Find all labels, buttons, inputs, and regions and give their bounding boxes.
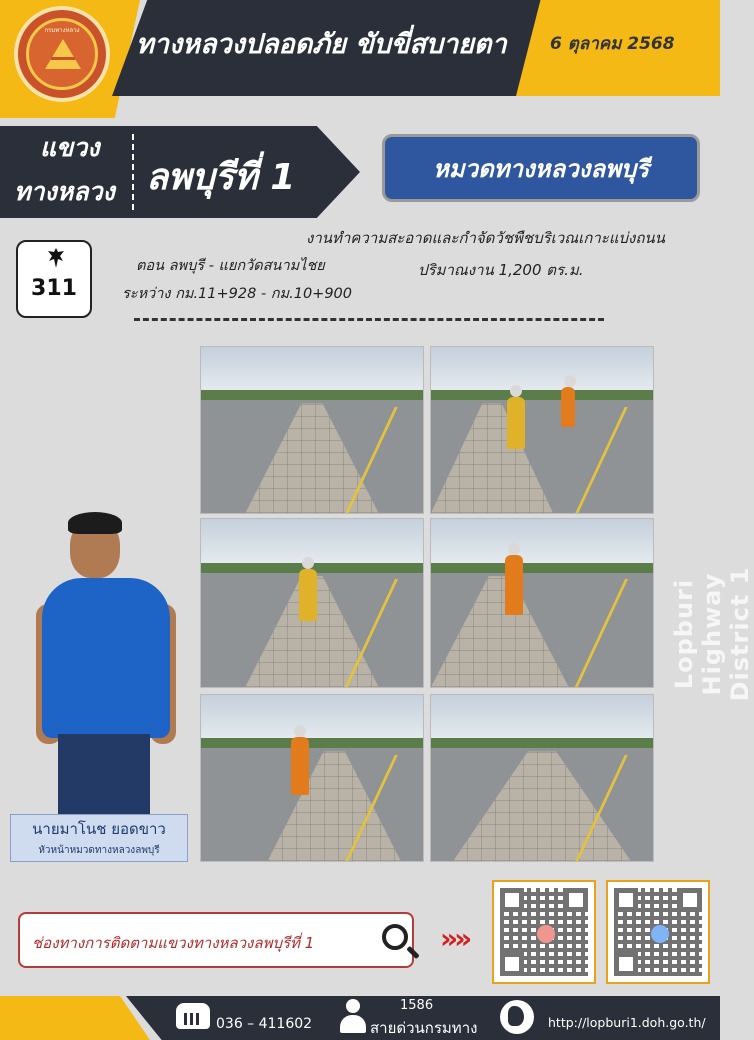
follow-channels-text: ช่องทางการติดตามแขวงทางหลวงลพบุรีที่ 1 [32,934,315,952]
work-photo-4 [430,518,654,688]
supervisor-photo [36,512,176,812]
arrow-right-icon: »» [440,922,469,955]
work-photo-2 [430,346,654,514]
qr-code-facebook[interactable] [606,880,710,984]
page-title: ทางหลวงปลอดภัย ขับขี่สบายตา [136,29,507,60]
dashed-divider [134,318,604,321]
route-km-range: ระหว่าง กม.11+928 - กม.10+900 [122,286,353,302]
route-number: 311 [31,276,77,301]
route-shield [16,240,92,318]
footer-website[interactable]: http://lopburi1.doh.go.th/ [548,1015,706,1030]
district-divider [132,134,134,210]
footer-phone[interactable]: 036 – 411602 [216,1016,313,1032]
follow-channels-box[interactable] [18,912,414,968]
facebook-icon [651,925,669,943]
route-segment: ตอน ลพบุรี - แยกวัดสนามไชย [136,258,325,274]
district-label-line2: ทางหลวง [14,177,115,206]
side-vertical-text: Lopburi Highway District 1 [670,566,754,702]
search-icon [382,924,408,950]
supervisor-position: หัวหน้าหมวดทางหลวงลพบุรี [38,845,160,856]
work-quantity: ปริมาณงาน 1,200 ตร.ม. [418,261,584,279]
district-name: ลพบุรีที่ 1 [146,157,296,198]
globe-icon [500,1000,534,1034]
garuda-icon [46,247,66,269]
qr-code-map[interactable] [492,880,596,984]
supervisor-name-box [10,814,188,862]
logo-text: กรมทางหลวง [44,27,80,34]
work-photo-5 [200,694,424,862]
footer-hotline-number[interactable]: 1586 [400,998,434,1013]
hotline-operator-icon [338,999,368,1033]
logo-emblem-icon [26,18,98,90]
work-description: งานทำความสะอาดและกำจัดวัชพืชบริเวณเกาะแบ่งถนน [306,229,665,247]
supervisor-name: นายมาโนช ยอดขาว [32,820,166,838]
work-photo-6 [430,694,654,862]
doh-logo [14,6,110,102]
footer-yellow [0,996,150,1040]
map-pin-icon [537,925,555,943]
footer-hotline-label: สายด่วนกรมทาง [370,1019,478,1037]
work-photo-3 [200,518,424,688]
district-label-line1: แขวง [40,133,100,162]
phone-icon [176,1003,210,1029]
section-name-box: หมวดทางหลวงลพบุรี [382,134,700,202]
report-date: 6 ตุลาคม 2568 [550,34,675,54]
work-photo-1 [200,346,424,514]
